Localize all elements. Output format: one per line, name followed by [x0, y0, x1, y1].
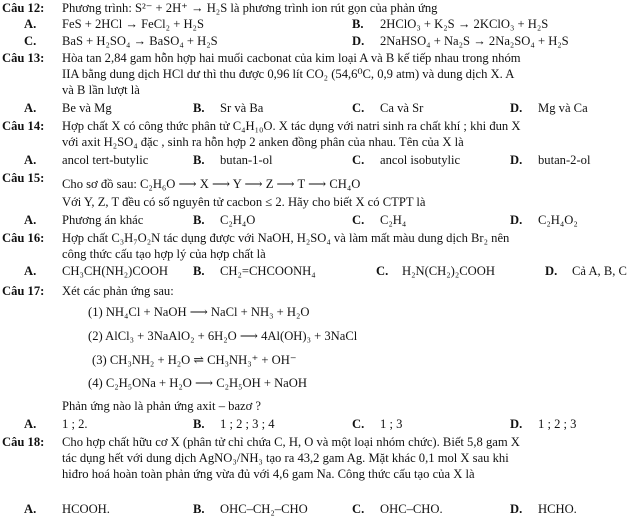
option-text: HCHO. [538, 502, 577, 516]
reaction-line: (3) CH₃NH₂ + H₂O ⇌ CH₃NH₃⁺ + OH⁻ [92, 353, 297, 367]
option-letter[interactable]: D. [510, 101, 523, 115]
question-number: Câu 17: [2, 284, 45, 298]
option-letter[interactable]: A. [24, 417, 37, 431]
option-text: CH₃CH(NH₂)COOH [62, 264, 169, 278]
question-prompt: Phản ứng nào là phản ứng axit – bazơ ? [62, 399, 262, 413]
question-stem: Xét các phản ứng sau: [62, 284, 174, 298]
option-letter[interactable]: A. [24, 502, 37, 516]
option-letter[interactable]: A. [24, 264, 37, 278]
option-letter[interactable]: B. [193, 502, 205, 516]
option-text: 2HClO₃ + K₂S → 2KClO₃ + H₂S [380, 17, 549, 31]
option-text: OHC–CH₂–CHO [220, 502, 308, 516]
question-number: Câu 13: [2, 51, 45, 65]
option-text: 1 ; 3 [380, 417, 403, 431]
option-letter[interactable]: D. [510, 502, 523, 516]
option-text: H₂N(CH₂)₂COOH [402, 264, 495, 278]
option-letter[interactable]: C. [352, 417, 365, 431]
option-text: 1 ; 2 ; 3 ; 4 [220, 417, 275, 431]
option-letter[interactable]: B. [193, 213, 205, 227]
option-letter[interactable]: B. [193, 264, 205, 278]
option-text: C₂H₄O [220, 213, 256, 227]
question-stem-line: Hợp chất C₃H₇O₂N tác dụng được với NaOH, H₂SO₄ và làm mất màu dung dịch Br₂ nên [62, 231, 510, 245]
option-text: butan-1-ol [220, 153, 273, 167]
option-letter[interactable]: C. [24, 34, 37, 48]
reaction-line: (2) AlCl₃ + 3NaAlO₂ + 6H₂O ⟶ 4Al(OH)₃ + 3NaCl [88, 329, 358, 343]
reaction-line: (4) C₂H₅ONa + H₂O ⟶ C₂H₅OH + NaOH [88, 376, 307, 390]
option-letter[interactable]: D. [545, 264, 558, 278]
option-text: 2NaHSO₄ + Na₂S → 2Na₂SO₄ + H₂S [380, 34, 569, 48]
option-letter[interactable]: A. [24, 213, 37, 227]
option-letter[interactable]: B. [193, 153, 205, 167]
question-stem-line: và B lần lượt là [62, 83, 140, 97]
question-stem-line: IIA bằng dung dịch HCl dư thì thu được 0,96 lít CO₂ (54,6⁰C, 0,9 atm) và dung dịch X. A [62, 67, 515, 81]
option-letter[interactable]: D. [510, 153, 523, 167]
option-text: Mg và Ca [538, 101, 588, 115]
option-letter[interactable]: A. [24, 101, 37, 115]
question-stem: Phương trình: S²⁻ + 2H⁺ → H₂S là phương trình ion rút gọn của phản ứng [62, 1, 438, 15]
question-stem-line: Hợp chất X có công thức phân tử C₄H₁₀O. X tác dụng với natri sinh ra chất khí ; khi đun X [62, 119, 521, 133]
option-letter[interactable]: D. [352, 34, 365, 48]
question-stem-line: hiđro hoá hoàn toàn phản ứng vừa đủ với 4,6 gam Na. Công thức cấu tạo của X là [62, 467, 475, 481]
option-letter[interactable]: C. [352, 101, 365, 115]
option-text: OHC–CHO. [380, 502, 443, 516]
question-stem-line: Cho hợp chất hữu cơ X (phân tử chỉ chứa C, H, O và một loại nhóm chức). Biết 5,8 gam X [62, 435, 520, 449]
option-text: CH₂=CHCOONH₄ [220, 264, 316, 278]
option-text: Cả A, B, C [572, 264, 627, 278]
option-text: 1 ; 2 ; 3 [538, 417, 577, 431]
question-number: Câu 18: [2, 435, 45, 449]
option-letter[interactable]: D. [510, 417, 523, 431]
question-number: Câu 16: [2, 231, 45, 245]
option-letter[interactable]: C. [352, 213, 365, 227]
option-letter[interactable]: A. [24, 153, 37, 167]
option-text: HCOOH. [62, 502, 110, 516]
question-stem-line: Với Y, Z, T đều có số nguyên tử cacbon ≤ 2. Hãy cho biết X có CTPT là [62, 195, 426, 209]
option-text: Phương án khác [62, 213, 144, 227]
option-letter[interactable]: C. [376, 264, 389, 278]
question-stem-line: Cho sơ đồ sau: C₂H₆O ⟶ X ⟶ Y ⟶ Z ⟶ T ⟶ CH₄O [62, 177, 361, 191]
option-text: C₂H₄O₂ [538, 213, 578, 227]
question-stem-line: công thức cấu tạo hợp lý của hợp chất là [62, 247, 266, 261]
option-text: butan-2-ol [538, 153, 591, 167]
question-number: Câu 12: [2, 1, 45, 15]
question-number: Câu 14: [2, 119, 45, 133]
option-letter[interactable]: D. [510, 213, 523, 227]
question-stem-line: với axit H₂SO₄ đặc , sinh ra hỗn hợp 2 anken đồng phân của nhau. Tên của X là [62, 135, 464, 149]
option-text: FeS + 2HCl → FeCl₂ + H₂S [62, 17, 204, 31]
option-text: 1 ; 2. [62, 417, 88, 431]
option-text: ancol isobutylic [380, 153, 461, 167]
option-text: BaS + H₂SO₄ → BaSO₄ + H₂S [62, 34, 218, 48]
option-text: Sr và Ba [220, 101, 264, 115]
question-number: Câu 15: [2, 171, 45, 185]
question-stem-line: tác dụng hết với dung dịch AgNO₃/NH₃ tạo ra 43,2 gam Ag. Mặt khác 0,1 mol X sau khi [62, 451, 509, 465]
option-letter[interactable]: C. [352, 502, 365, 516]
option-letter[interactable]: B. [193, 101, 205, 115]
option-letter[interactable]: B. [352, 17, 364, 31]
option-text: Ca và Sr [380, 101, 424, 115]
option-letter[interactable]: B. [193, 417, 205, 431]
question-stem-line: Hòa tan 2,84 gam hỗn hợp hai muối cacbonat của kim loại A và B kế tiếp nhau trong nhóm [62, 51, 521, 65]
option-text: C₂H₄ [380, 213, 407, 227]
option-text: ancol tert-butylic [62, 153, 149, 167]
option-letter[interactable]: C. [352, 153, 365, 167]
option-text: Be và Mg [62, 101, 112, 115]
option-letter[interactable]: A. [24, 17, 37, 31]
reaction-line: (1) NH₄Cl + NaOH ⟶ NaCl + NH₃ + H₂O [88, 305, 310, 319]
